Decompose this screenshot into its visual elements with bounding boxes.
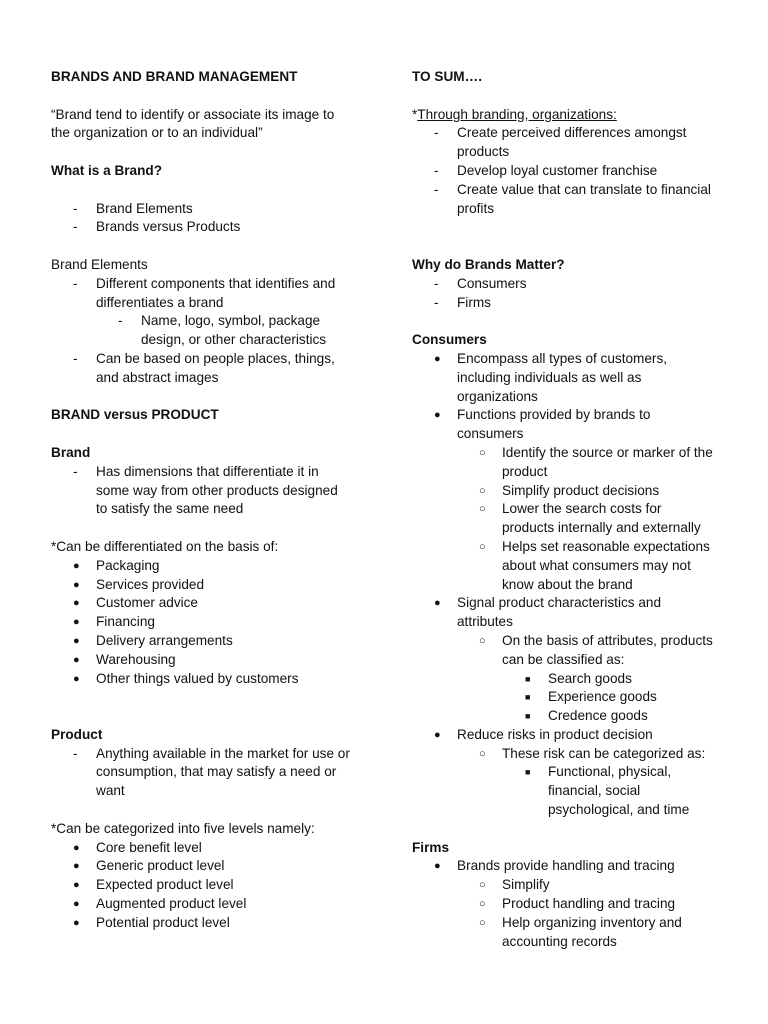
list-item: ● Augmented product level xyxy=(51,895,371,914)
list-item: - Create perceived differences amongst xyxy=(412,124,732,143)
bullet-marker: ● xyxy=(434,860,441,873)
list-item-continuation: products xyxy=(457,144,510,160)
list-item: - Anything available in the market for use or xyxy=(51,745,371,764)
list-item-continuation: psychological, and time xyxy=(548,802,690,818)
bullet-marker: ● xyxy=(73,559,80,572)
list-item: - Can be based on people places, things, xyxy=(51,350,371,369)
bullet-marker: ● xyxy=(434,728,441,741)
list-item-continuation: accounting records xyxy=(502,933,617,949)
list-item: ● Potential product level xyxy=(51,914,371,933)
list-item-continuation: to satisfy the same need xyxy=(96,501,244,517)
section-heading: Firms xyxy=(412,839,450,855)
list-item: ● Brands provide handling and tracing xyxy=(412,857,732,876)
list-item: ● Packaging xyxy=(51,557,371,576)
quote-line: “Brand tend to identify or associate its image to xyxy=(51,106,335,122)
list-item-continuation: attributes xyxy=(457,614,513,630)
dash-marker: - xyxy=(73,275,78,291)
square-marker: ■ xyxy=(525,711,531,722)
left-column xyxy=(51,68,371,933)
section-heading: Product xyxy=(51,726,103,742)
list-item: - Consumers xyxy=(412,275,732,294)
list-item-continuation: differentiates a brand xyxy=(96,294,224,310)
list-item-continuation: know about the brand xyxy=(502,576,633,592)
list-item: ■ Experience goods xyxy=(412,688,732,707)
list-item-continuation: consumption, that may satisfy a need or xyxy=(96,764,337,780)
paragraph: *Can be differentiated on the basis of: xyxy=(51,538,279,554)
document-title: BRANDS AND BRAND MANAGEMENT xyxy=(51,69,298,84)
dash-marker: - xyxy=(434,294,439,310)
list-item-continuation: product xyxy=(502,463,548,479)
list-item: ○ Lower the search costs for xyxy=(412,500,732,519)
circle-marker: ○ xyxy=(479,634,486,647)
dash-marker: - xyxy=(73,200,78,216)
list-item-continuation: organizations xyxy=(457,388,538,404)
quote-line: the organization or to an individual” xyxy=(51,125,263,141)
dash-marker: - xyxy=(434,125,439,141)
bullet-marker: ● xyxy=(434,597,441,610)
dash-marker: - xyxy=(434,162,439,178)
dash-marker: - xyxy=(73,219,78,235)
bullet-marker: ● xyxy=(434,352,441,365)
section-heading: What is a Brand? xyxy=(51,162,163,178)
list-item: ○ Identify the source or marker of the xyxy=(412,444,732,463)
list-item-continuation: some way from other products designed xyxy=(96,482,338,498)
section-heading: Brand xyxy=(51,444,91,460)
paragraph: *Through branding, organizations: xyxy=(412,106,617,122)
square-marker: ■ xyxy=(525,767,531,778)
list-item: - Different components that identifies and xyxy=(51,275,371,294)
list-item: ● Functions provided by brands to xyxy=(412,406,732,425)
circle-marker: ○ xyxy=(479,747,486,760)
bullet-marker: ● xyxy=(73,898,80,911)
circle-marker: ○ xyxy=(479,916,486,929)
list-item-continuation: design, or other characteristics xyxy=(141,332,327,348)
bullet-marker: ● xyxy=(73,841,80,854)
right-column xyxy=(412,68,732,951)
list-item: ● Other things valued by customers xyxy=(51,670,371,689)
list-item: ● Core benefit level xyxy=(51,839,371,858)
list-item-continuation: want xyxy=(96,783,125,799)
list-item: ● Expected product level xyxy=(51,876,371,895)
paragraph: *Can be categorized into five levels namely: xyxy=(51,820,315,836)
bullet-marker: ● xyxy=(73,597,80,610)
list-item: ● Warehousing xyxy=(51,651,371,670)
dash-marker: - xyxy=(73,463,78,479)
list-item: ● Signal product characteristics and xyxy=(412,594,732,613)
dash-marker: - xyxy=(118,313,123,329)
circle-marker: ○ xyxy=(479,503,486,516)
bullet-marker: ● xyxy=(434,409,441,422)
list-item-continuation: and abstract images xyxy=(96,369,219,385)
list-item: ○ Help organizing inventory and xyxy=(412,914,732,933)
dash-marker: - xyxy=(434,275,439,291)
list-item: ○ On the basis of attributes, products xyxy=(412,632,732,651)
list-item: - Brand Elements xyxy=(51,200,371,219)
circle-marker: ○ xyxy=(479,446,486,459)
section-heading: TO SUM…. xyxy=(412,69,482,84)
list-item: - Develop loyal customer franchise xyxy=(412,162,732,181)
circle-marker: ○ xyxy=(479,540,486,553)
section-heading: Why do Brands Matter? xyxy=(412,256,565,272)
list-item-continuation: consumers xyxy=(457,426,524,442)
circle-marker: ○ xyxy=(479,879,486,892)
list-item-continuation: financial, social xyxy=(548,783,641,799)
circle-marker: ○ xyxy=(479,898,486,911)
square-marker: ■ xyxy=(525,673,531,684)
list-item: ■ Functional, physical, xyxy=(412,763,732,782)
list-item: ● Delivery arrangements xyxy=(51,632,371,651)
list-item: ○ Helps set reasonable expectations xyxy=(412,538,732,557)
dash-marker: - xyxy=(73,350,78,366)
section-heading: Consumers xyxy=(412,332,487,348)
list-item: - Brands versus Products xyxy=(51,218,371,237)
list-item-continuation: products internally and externally xyxy=(502,520,701,536)
list-item: - Has dimensions that differentiate it in xyxy=(51,463,371,482)
list-item: - Firms xyxy=(412,294,732,313)
list-item: ○ Product handling and tracing xyxy=(412,895,732,914)
list-item: ○ Simplify xyxy=(412,876,732,895)
list-item: ○ These risk can be categorized as: xyxy=(412,745,732,764)
circle-marker: ○ xyxy=(479,484,486,497)
bullet-marker: ● xyxy=(73,879,80,892)
list-item: ■ Search goods xyxy=(412,670,732,689)
list-item: ○ Simplify product decisions xyxy=(412,482,732,501)
bullet-marker: ● xyxy=(73,653,80,666)
bullet-marker: ● xyxy=(73,616,80,629)
dash-marker: - xyxy=(434,181,439,197)
list-item: ● Reduce risks in product decision xyxy=(412,726,732,745)
section-heading: Brand Elements xyxy=(51,256,148,272)
list-item: - Name, logo, symbol, package xyxy=(51,312,371,331)
list-item: ● Customer advice xyxy=(51,594,371,613)
list-item: - Create value that can translate to financial xyxy=(412,181,732,200)
list-item: ● Services provided xyxy=(51,576,371,595)
bullet-marker: ● xyxy=(73,860,80,873)
list-item: ● Generic product level xyxy=(51,857,371,876)
list-item-continuation: about what consumers may not xyxy=(502,557,691,573)
section-heading: BRAND versus PRODUCT xyxy=(51,407,219,423)
bullet-marker: ● xyxy=(73,916,80,929)
dash-marker: - xyxy=(73,745,78,761)
list-item-continuation: profits xyxy=(457,200,495,216)
bullet-marker: ● xyxy=(73,578,80,591)
list-item-continuation: including individuals as well as xyxy=(457,369,642,385)
list-item-continuation: can be classified as: xyxy=(502,651,625,667)
bullet-marker: ● xyxy=(73,634,80,647)
list-item: ● Financing xyxy=(51,613,371,632)
list-item: ● Encompass all types of customers, xyxy=(412,350,732,369)
bullet-marker: ● xyxy=(73,672,80,685)
list-item: ■ Credence goods xyxy=(412,707,732,726)
square-marker: ■ xyxy=(525,692,531,703)
